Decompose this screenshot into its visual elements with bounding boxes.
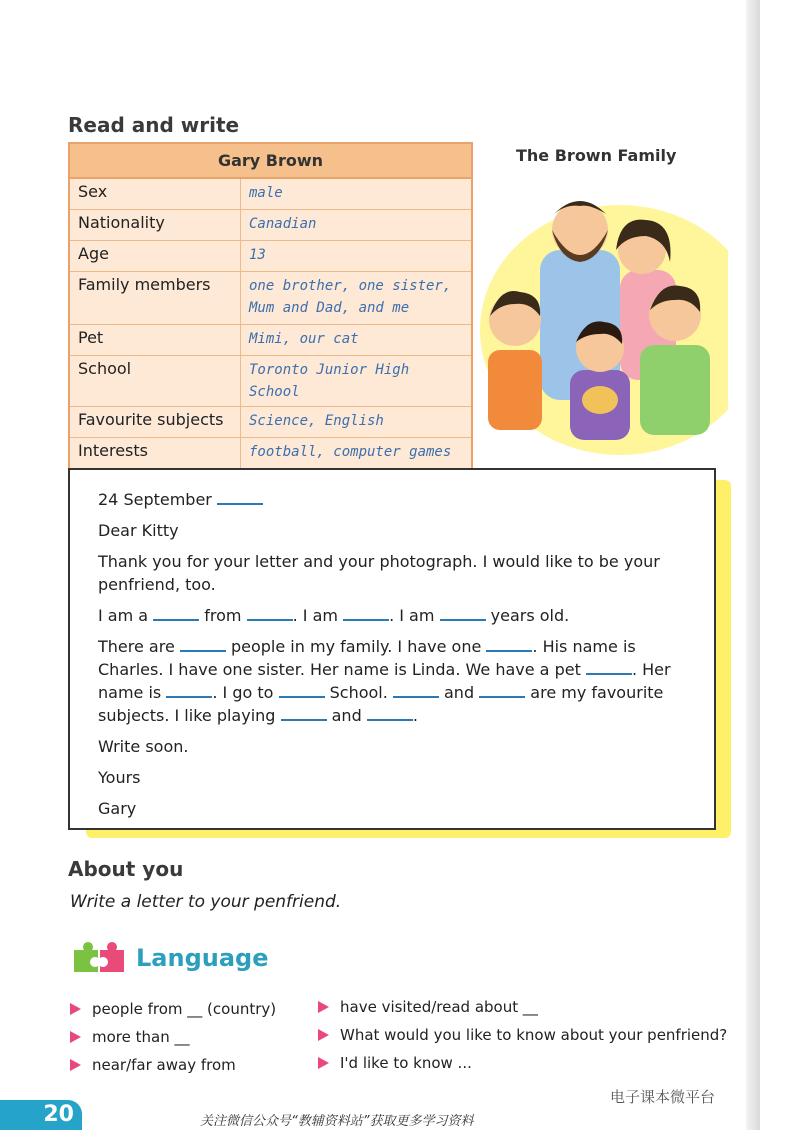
p3-text: . His name is Charles. I have one sister. Her name is Linda. We have a pet	[98, 637, 636, 679]
bullet-triangle-icon	[318, 1029, 329, 1041]
list-item-text: What would you like to know about your penfriend?	[340, 1026, 728, 1044]
p3-text: School.	[329, 683, 388, 702]
list-item-text: people from __ (country)	[92, 1000, 277, 1018]
letter-date: 24 September	[98, 490, 212, 509]
bullet-triangle-icon	[70, 1003, 81, 1015]
bullet-triangle-icon	[318, 1057, 329, 1069]
row-value: football, computer games	[241, 438, 473, 470]
letter-date-line	[98, 488, 686, 511]
table-row	[69, 325, 472, 356]
letter-signature: Gary	[98, 799, 137, 818]
blank	[217, 489, 263, 505]
puzzle-icon	[70, 942, 128, 976]
family-title: The Brown Family	[516, 146, 677, 165]
list-item	[70, 1028, 276, 1056]
list-item-text: have visited/read about __	[340, 998, 538, 1016]
profile-table	[68, 142, 473, 470]
letter-closing: Write soon.	[98, 737, 189, 756]
row-value: 13	[241, 241, 473, 272]
blank	[281, 705, 327, 721]
row-label: Family members	[69, 272, 241, 325]
letter-greeting: Dear Kitty	[98, 521, 179, 540]
row-value: male	[241, 178, 473, 210]
list-item	[318, 998, 727, 1026]
p2-text: years old.	[490, 606, 570, 625]
blank	[367, 705, 413, 721]
p3-text: .	[412, 706, 418, 725]
list-item-text: I'd like to know ...	[340, 1054, 472, 1072]
row-label: Sex	[69, 178, 241, 210]
p2-text: I am a	[98, 606, 149, 625]
watermark: 电子课本微平台	[610, 1088, 716, 1106]
language-list-right	[318, 998, 727, 1082]
list-item	[318, 1026, 727, 1054]
row-value: one brother, one sister, Mum and Dad, and me	[241, 272, 473, 325]
blank	[486, 636, 532, 652]
blank	[343, 605, 389, 621]
table-row	[69, 241, 472, 272]
profile-title: Gary Brown	[69, 143, 472, 178]
p3-text: people in my family. I have one	[230, 637, 482, 656]
row-label: School	[69, 356, 241, 407]
table-row	[69, 210, 472, 241]
row-label: Nationality	[69, 210, 241, 241]
list-item-text: near/far away from	[92, 1056, 236, 1074]
blank	[180, 636, 226, 652]
list-item	[70, 1056, 276, 1084]
p3-text: and	[444, 683, 475, 702]
row-value: Mimi, our cat	[241, 325, 473, 356]
table-row	[69, 356, 472, 407]
row-value: Canadian	[241, 210, 473, 241]
p3-text: There are	[98, 637, 175, 656]
p2-text: . I am	[292, 606, 338, 625]
row-label: Favourite subjects	[69, 407, 241, 438]
table-row	[69, 438, 472, 470]
row-label: Pet	[69, 325, 241, 356]
list-item	[70, 1000, 276, 1028]
about-you-instruction: Write a letter to your penfriend.	[70, 892, 342, 912]
row-value: Science, English	[241, 407, 473, 438]
p3-text: and	[331, 706, 362, 725]
p2-text: from	[204, 606, 242, 625]
page-edge	[746, 0, 760, 1130]
bullet-triangle-icon	[70, 1031, 81, 1043]
blank	[247, 605, 293, 621]
row-label: Age	[69, 241, 241, 272]
row-label: Interests	[69, 438, 241, 470]
blank	[479, 682, 525, 698]
letter-paragraph-1: Thank you for your letter and your photograph. I would like to be your penfriend, too.	[98, 552, 660, 594]
letter-paragraph-2	[98, 604, 686, 627]
list-item	[318, 1054, 727, 1082]
p3-text: . Her name is	[98, 660, 671, 702]
list-item-text: more than __	[92, 1028, 190, 1046]
table-row	[69, 178, 472, 210]
blank	[393, 682, 439, 698]
language-title: Language	[136, 944, 269, 972]
row-value: Toronto Junior High School	[241, 356, 473, 407]
table-row	[69, 272, 472, 325]
blank	[440, 605, 486, 621]
p2-text: . I am	[389, 606, 435, 625]
family-illustration	[470, 170, 728, 470]
table-row	[69, 407, 472, 438]
page-number: 20	[0, 1100, 82, 1130]
blank	[586, 659, 632, 675]
bullet-triangle-icon	[70, 1059, 81, 1071]
about-you-heading: About you	[68, 857, 184, 881]
p3-text: . I go to	[212, 683, 274, 702]
footer-note: 关注微信公众号“教辅资料站”获取更多学习资料	[200, 1114, 474, 1129]
p3-text: are my favourite subjects. I like playing	[98, 683, 664, 725]
blank	[166, 682, 212, 698]
blank	[279, 682, 325, 698]
language-list-left	[70, 1000, 276, 1084]
letter-yours: Yours	[98, 768, 141, 787]
read-write-heading: Read and write	[68, 113, 240, 137]
blank	[153, 605, 199, 621]
letter-paragraph-3	[98, 635, 686, 727]
bullet-triangle-icon	[318, 1001, 329, 1013]
letter-box	[68, 468, 716, 830]
